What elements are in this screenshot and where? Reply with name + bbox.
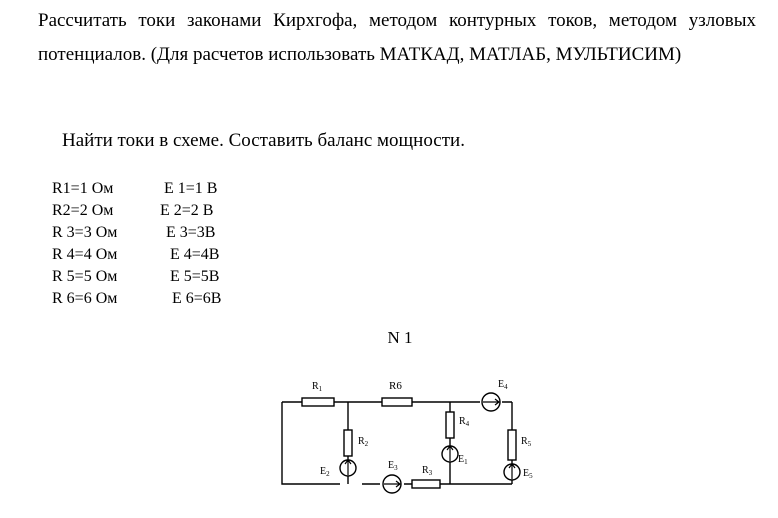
resistor-value: R1=1 Ом <box>52 180 114 197</box>
source-e5 <box>504 464 520 480</box>
label-r4: $R_4$ <box>459 416 470 428</box>
emf-value: E 5=5В <box>170 268 220 285</box>
emf-value: E 3=3В <box>166 224 216 241</box>
emf-value: E 6=6В <box>172 290 222 307</box>
source-e3 <box>383 475 401 493</box>
label-r3: $R_3$ <box>422 465 433 477</box>
label-r2: $R_2$ <box>358 436 369 448</box>
figure-title: N 1 <box>387 328 413 347</box>
label-e4: $E_4$ <box>498 379 508 391</box>
label-r1: $R_1$ <box>312 381 323 393</box>
left-wire <box>282 402 340 484</box>
emf-value: E 2=2 В <box>160 202 214 219</box>
source-e2 <box>340 460 356 476</box>
resistor-r2 <box>344 430 352 456</box>
resistor-value: R 5=5 Ом <box>52 268 118 285</box>
emf-value: E 4=4В <box>170 246 220 263</box>
task-description: Рассчитать токи законами Кирхгофа, методом контурных токов, методом узловых потенциалов. (Для расчетов использовать МАТКАД, МАТЛАБ, МУЛЬТИСИМ) <box>38 10 756 65</box>
resistor-value: R 3=3 Ом <box>52 224 118 241</box>
source-e1 <box>442 446 458 462</box>
label-e5: $E_5$ <box>523 468 533 480</box>
resistor-value: R 4=4 Ом <box>52 246 118 263</box>
emf-value: E 1=1 В <box>164 180 218 197</box>
find-instruction: Найти токи в схеме. Составить баланс мощности. <box>62 130 465 151</box>
resistor-r1 <box>302 398 334 406</box>
label-r5: $R_5$ <box>521 436 532 448</box>
label-e2: $E_2$ <box>320 466 330 478</box>
label-e3: $E_3$ <box>388 460 398 472</box>
resistor-r3 <box>412 480 440 488</box>
circuit-diagram <box>270 372 550 502</box>
resistor-r6 <box>382 398 412 406</box>
resistor-value: R2=2 Ом <box>52 202 114 219</box>
source-e4 <box>482 393 500 411</box>
label-e1: $E_1$ <box>458 454 468 466</box>
label-r6: R6 <box>389 380 402 392</box>
resistor-r4 <box>446 412 454 438</box>
resistor-r5 <box>508 430 516 460</box>
resistor-value: R 6=6 Ом <box>52 290 118 307</box>
